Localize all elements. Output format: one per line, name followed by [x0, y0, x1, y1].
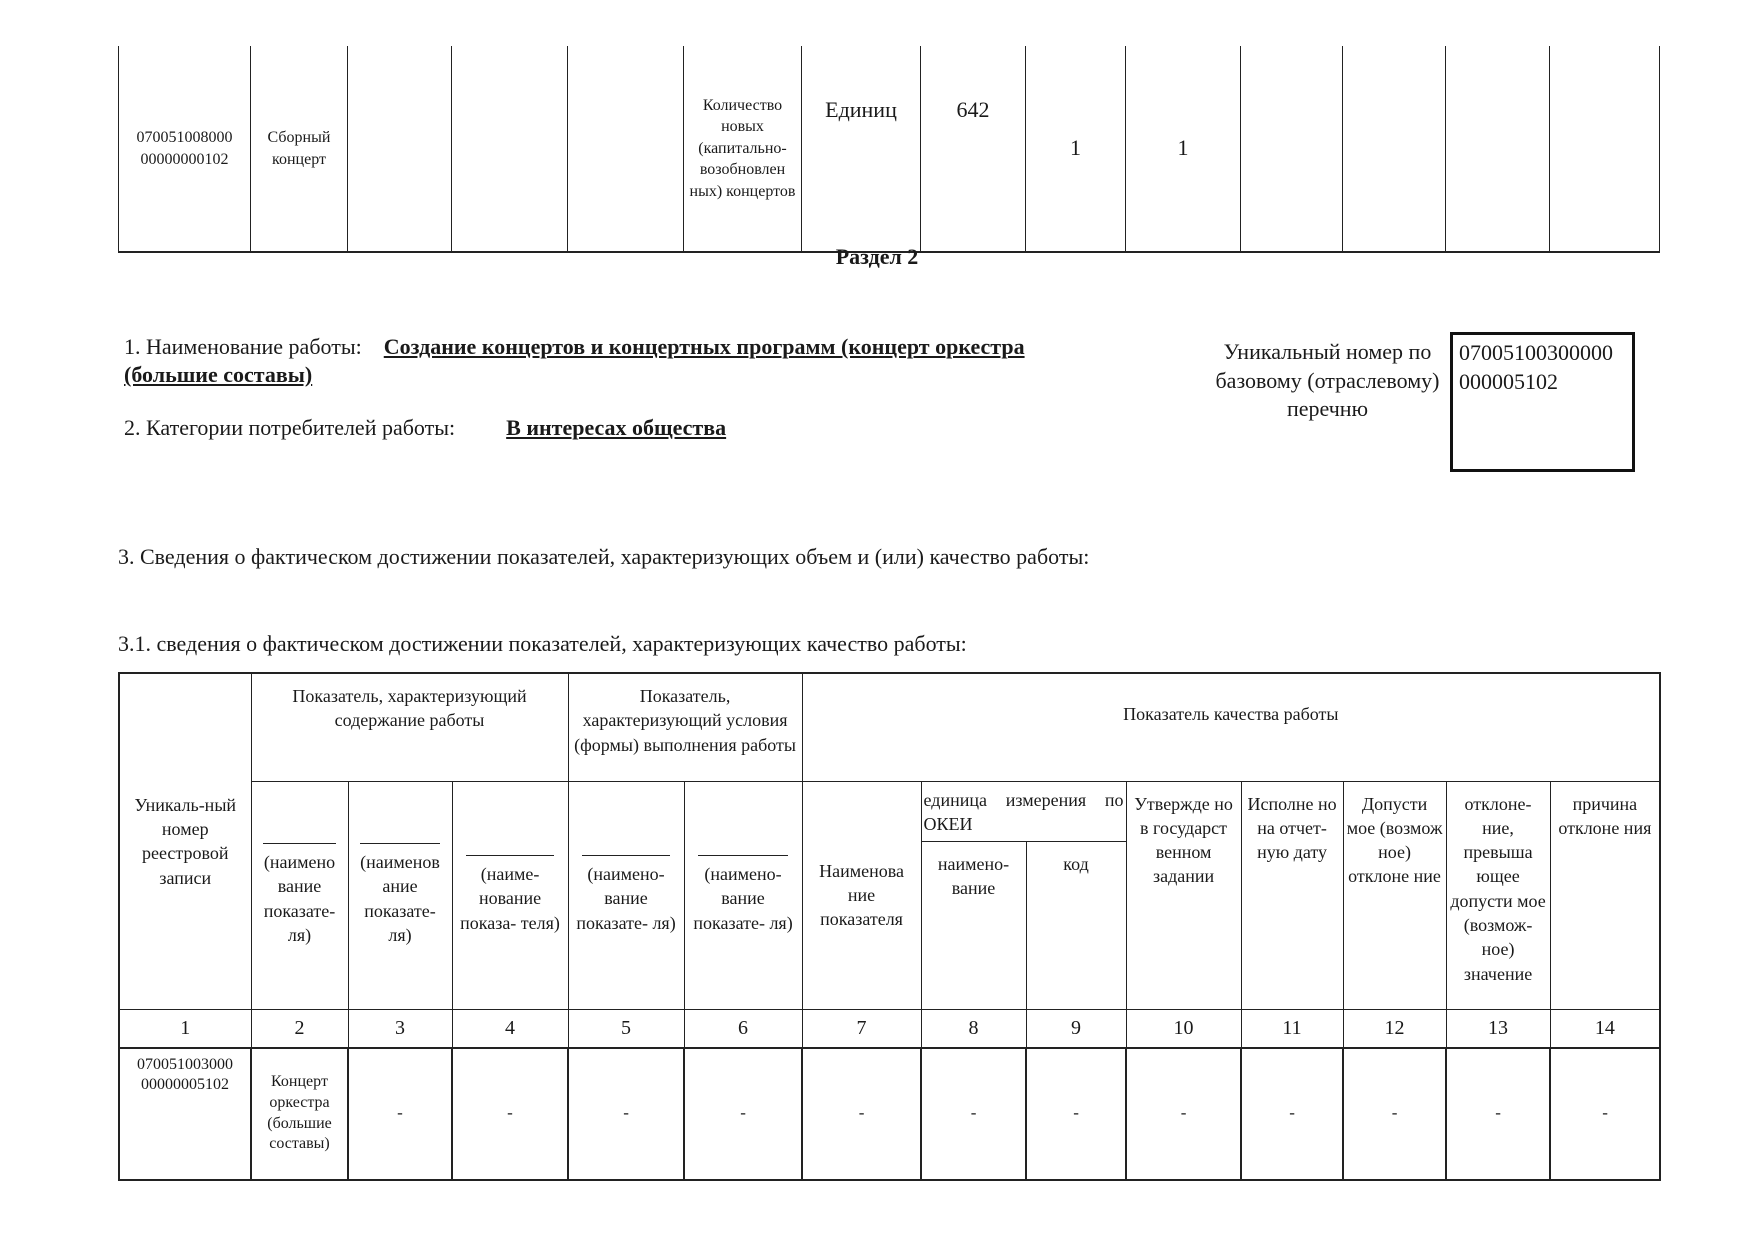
empty-cell	[568, 46, 684, 252]
actual-cell: 1	[1126, 46, 1241, 252]
column-number: 4	[452, 1009, 568, 1048]
header-unit-okei: единица измерения по ОКЕИ	[921, 781, 1126, 841]
header-col-3: (наименов ание показате- ля)	[348, 781, 452, 1009]
header-col-12: Допусти мое (возмож ное) отклоне ние	[1343, 781, 1446, 1009]
approved-cell: 1	[1026, 46, 1126, 252]
unique-number-label: Уникальный номер по базовому (отраслевому) перечню	[1215, 339, 1440, 422]
column-number: 8	[921, 1009, 1026, 1048]
record-number: 070051008000 00000000102	[119, 46, 251, 252]
column-number: 11	[1241, 1009, 1343, 1048]
category-line	[124, 415, 726, 441]
quality-table	[118, 672, 1661, 1181]
work-name-value-cont: (большие составы)	[124, 362, 313, 387]
header-unique-number: Уникаль-ный номер реестровой записи	[119, 673, 251, 1009]
table-cell: -	[1241, 1048, 1343, 1180]
unit-cell: Единиц	[802, 46, 921, 252]
table-row	[119, 1048, 1660, 1180]
empty-cell	[1241, 46, 1343, 252]
table-cell: -	[1126, 1048, 1241, 1180]
column-number: 14	[1550, 1009, 1660, 1048]
record-number: 070051003000 00000005102	[119, 1048, 251, 1180]
empty-cell	[452, 46, 568, 252]
work-name-value: Создание концертов и концертных программ (концерт оркестра	[383, 334, 1025, 359]
section-title: Раздел 2	[835, 244, 919, 269]
header-col-11: Исполне но на отчет- ную дату	[1241, 781, 1343, 1009]
empty-cell	[1446, 46, 1550, 252]
category-label: 2. Категории потребителей работы:	[124, 415, 456, 440]
column-number: 10	[1126, 1009, 1241, 1048]
column-number-row	[119, 1009, 1660, 1048]
column-number: 1	[119, 1009, 251, 1048]
top-table	[118, 46, 1660, 253]
indicator-name: Количество новых (капитально-возобновлен ных) концертов	[684, 46, 802, 252]
table-cell: -	[1026, 1048, 1126, 1180]
work-name-label: 1. Наименование работы:	[124, 334, 362, 359]
table-cell: -	[921, 1048, 1026, 1180]
empty-cell	[1343, 46, 1446, 252]
column-number: 12	[1343, 1009, 1446, 1048]
content-cell: Сборный концерт	[251, 46, 348, 252]
header-row	[119, 781, 1660, 841]
table-cell: -	[1446, 1048, 1550, 1180]
column-number: 7	[802, 1009, 921, 1048]
header-quality: Показатель качества работы	[802, 673, 1660, 781]
content-cell: Концерт оркестра (большие составы)	[251, 1048, 348, 1180]
table-cell: -	[348, 1048, 452, 1180]
table-cell: -	[568, 1048, 684, 1180]
table-row	[119, 46, 1660, 252]
header-conditions: Показатель, характеризующий условия (формы) выполнения работы	[568, 673, 802, 781]
column-number: 13	[1446, 1009, 1550, 1048]
work-name-line	[124, 334, 1025, 360]
column-number: 3	[348, 1009, 452, 1048]
header-col-6: (наимено- вание показате- ля)	[684, 781, 802, 1009]
header-col-10: Утвержде но в государст венном задании	[1126, 781, 1241, 1009]
table-cell: -	[684, 1048, 802, 1180]
paragraph-3-1: 3.1. сведения о фактическом достижении показателей, характеризующих качество работы:	[118, 631, 967, 656]
header-row	[119, 673, 1660, 781]
table-cell: -	[1550, 1048, 1660, 1180]
header-col-13: отклоне- ние, превыша ющее допусти мое (возмож- ное) значение	[1446, 781, 1550, 1009]
column-number: 9	[1026, 1009, 1126, 1048]
header-col-9: код	[1026, 841, 1126, 1009]
table-cell: -	[452, 1048, 568, 1180]
header-col-2: (наимено вание показате- ля)	[251, 781, 348, 1009]
table-cell: -	[802, 1048, 921, 1180]
header-col-7: Наименова ние показателя	[802, 781, 921, 1009]
table-cell: -	[1343, 1048, 1446, 1180]
empty-cell	[1550, 46, 1660, 252]
header-col-5: (наимено- вание показате- ля)	[568, 781, 684, 1009]
header-content: Показатель, характеризующий содержание работы	[251, 673, 568, 781]
category-value: В интересах общества	[506, 415, 727, 440]
empty-cell	[348, 46, 452, 252]
column-number: 5	[568, 1009, 684, 1048]
paragraph-3: 3. Сведения о фактическом достижении показателей, характеризующих объем и (или) качество работы:	[118, 544, 1090, 569]
column-number: 6	[684, 1009, 802, 1048]
header-col-8: наимено- вание	[921, 841, 1026, 1009]
unique-number-box: 07005100300000 000005102	[1450, 332, 1635, 472]
code-cell: 642	[921, 46, 1026, 252]
header-col-4: (наиме- нование показа- теля)	[452, 781, 568, 1009]
column-number: 2	[251, 1009, 348, 1048]
header-col-14: причина отклоне ния	[1550, 781, 1660, 1009]
